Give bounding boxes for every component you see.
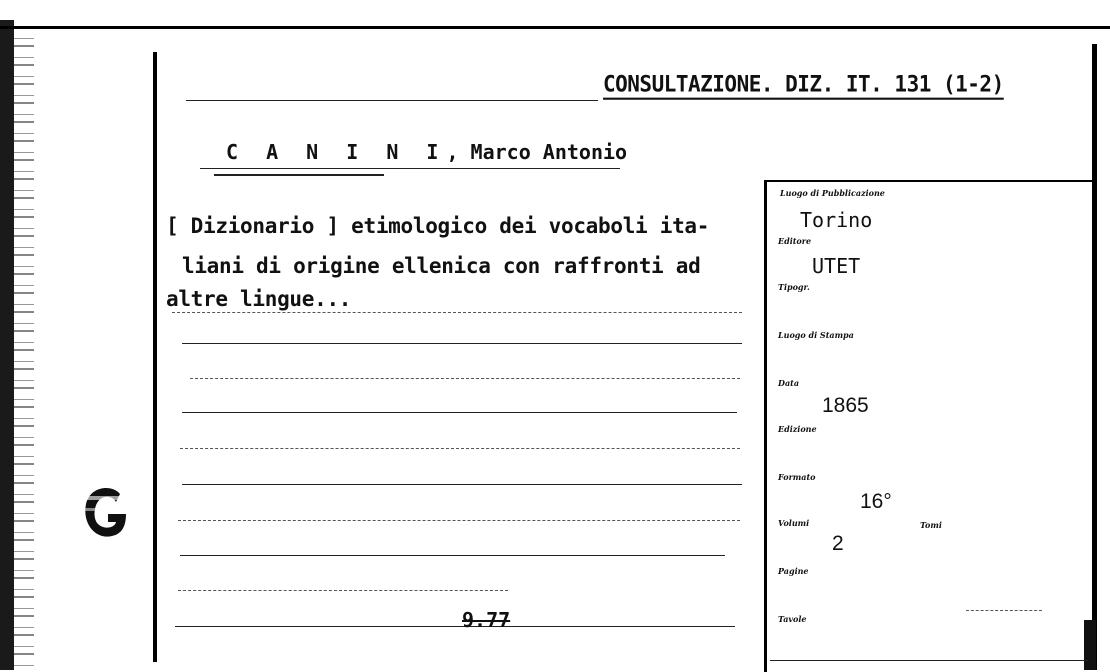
label-luogo-stampa: Luogo di Stampa — [778, 330, 854, 340]
label-pagine: Pagine — [778, 566, 809, 576]
ruled-line — [180, 555, 725, 556]
title-line-3: altre lingue... — [166, 287, 352, 311]
label-formato: Formato — [778, 472, 816, 482]
label-tipografo: Tipogr. — [778, 282, 810, 292]
value-luogo-pubblicazione: Torino — [800, 208, 873, 232]
ruled-line — [190, 378, 740, 379]
ruled-line — [172, 312, 742, 313]
label-editore: Editore — [778, 236, 812, 246]
g-stamp-icon — [82, 484, 128, 540]
label-luogo-pubblicazione: Luogo di Pubblicazione — [780, 188, 885, 198]
author-rule — [200, 168, 620, 169]
author-surname: C A N I N I — [226, 140, 447, 164]
panel-rule — [966, 610, 1042, 611]
ruled-line — [175, 626, 735, 627]
author-separator: , — [446, 140, 459, 164]
ruled-line — [182, 484, 742, 485]
value-editore: UTET — [812, 254, 861, 278]
label-tomi: Tomi — [920, 520, 942, 530]
ruled-line — [182, 343, 742, 344]
collocation-label: CONSULTAZIONE. DIZ. IT. 131 (1-2) — [603, 71, 1004, 97]
header-rule — [186, 100, 598, 101]
value-data: 1865 — [822, 394, 869, 417]
author-given-name: Marco Antonio — [470, 140, 628, 164]
title-line-1: [ Dizionario ] etimologico dei vocaboli ita- — [166, 214, 710, 238]
scan-edge-texture — [14, 20, 34, 670]
ruled-line — [178, 590, 508, 591]
ruled-line — [178, 520, 740, 521]
author-underline — [214, 174, 384, 176]
ruled-line — [180, 448, 740, 449]
card-left-rule — [153, 52, 157, 662]
scan-edge-left — [0, 20, 14, 670]
label-tavole: Tavole — [778, 614, 807, 624]
ruled-line — [182, 412, 737, 413]
panel-bottom-rule — [770, 660, 1088, 661]
title-line-2: liani di origine ellenica con raffronti ad — [182, 254, 701, 278]
label-data: Data — [778, 378, 799, 388]
label-volumi: Volumi — [778, 518, 810, 528]
value-volumi: 2 — [832, 532, 844, 555]
author-heading — [226, 140, 627, 164]
bottom-number: 9.77 — [462, 608, 511, 632]
label-edizione: Edizione — [778, 424, 817, 434]
card-top-border — [0, 26, 1110, 29]
value-formato: 16° — [860, 490, 892, 513]
